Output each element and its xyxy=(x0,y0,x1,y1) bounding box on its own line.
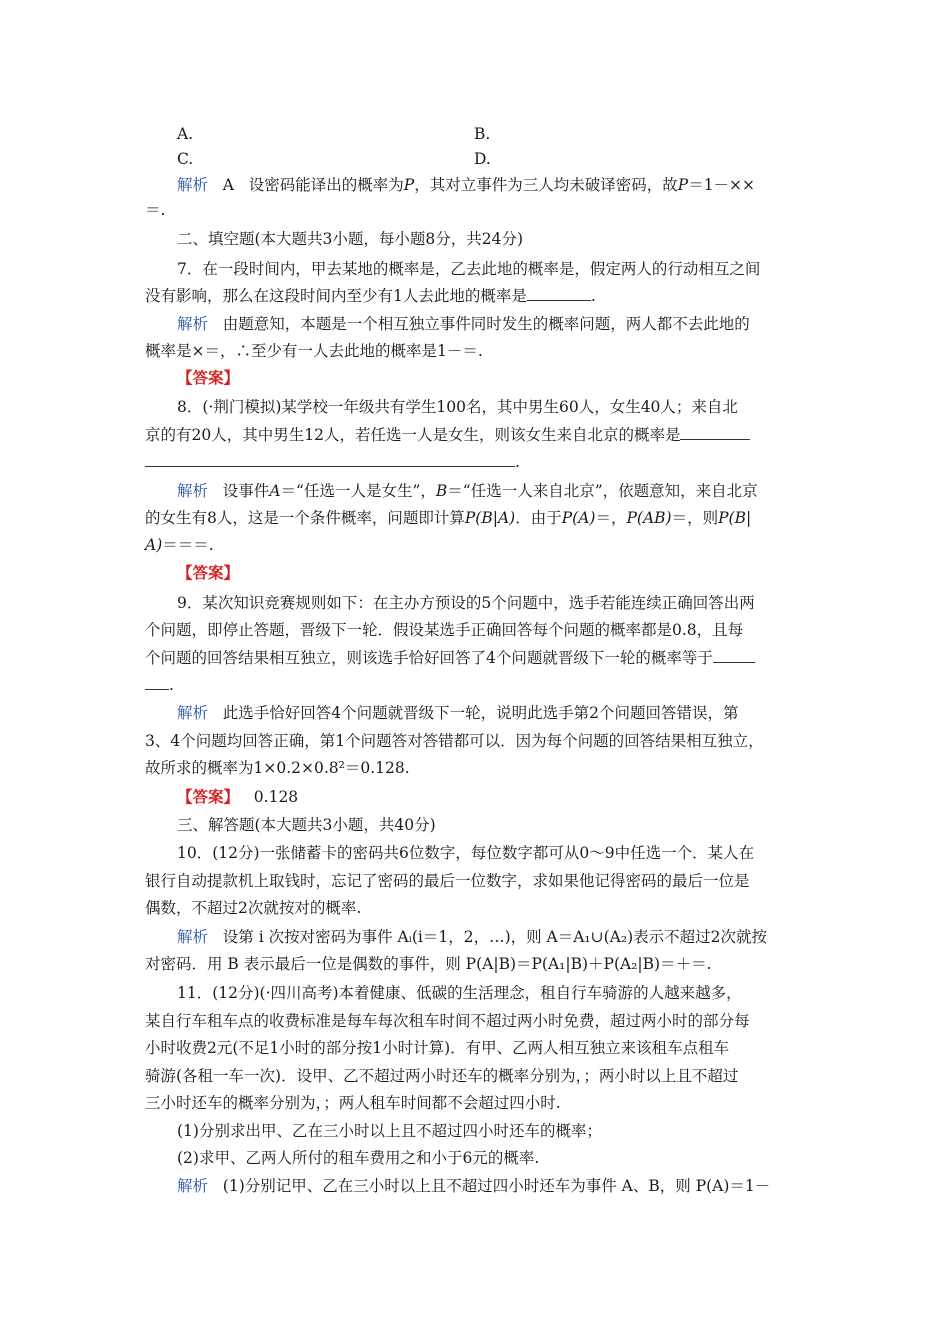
q7-analysis-line1 xyxy=(177,313,750,335)
math-expr: P(B| xyxy=(718,509,752,527)
q7-line2 xyxy=(145,285,596,307)
answer-blank xyxy=(713,648,755,663)
q11-sub1: (1)分别求出甲、乙在三小时以上且不超过四小时还车的概率； xyxy=(177,1122,602,1140)
question-text: . xyxy=(515,453,520,471)
q6-analysis-line1 xyxy=(177,174,755,196)
q11-line3: 小时收费2元(不足1小时的部分按1小时计算)．有甲、乙两人相互独立来该租车点租车 xyxy=(145,1039,730,1057)
q7-answer-label: 【答案】 xyxy=(177,368,240,387)
q9-line3 xyxy=(145,647,755,669)
option-b: B. xyxy=(474,125,491,143)
math-expr: A) xyxy=(145,536,163,554)
question-text: 个问题的回答结果相互独立，则该选手恰好回答了4个问题就晋级下一轮的概率等于 xyxy=(145,649,713,667)
q11-line5: 三小时还车的概率分别为，；两人租车时间都不会超过四小时. xyxy=(145,1094,561,1112)
q9-analysis-line2: 3、4个问题均回答正确，第1个问题答对答错都可以．因为每个问题的回答结果相互独立， xyxy=(145,732,764,750)
q10-analysis-line1 xyxy=(177,926,767,948)
analysis-text: ＝1－×× xyxy=(688,176,756,194)
q10-line2: 银行自动提款机上取钱时，忘记了密码的最后一位数字，求如果他记得密码的最后一位是 xyxy=(145,872,750,890)
question-text: 京的有20人，其中男生12人，若任选一人是女生，则该女生来自北京的概率是 xyxy=(145,426,681,444)
analysis-label: 解析 xyxy=(177,176,209,194)
answer-blank xyxy=(527,286,591,301)
answer-blank xyxy=(680,425,750,440)
analysis-text: ＝＝＝. xyxy=(162,536,214,554)
question-text: . xyxy=(590,287,596,305)
q9-analysis-line3: 故所求的概率为1×0.2×0.8²＝0.128. xyxy=(145,759,410,777)
answer-value: 0.128 xyxy=(253,788,299,806)
math-expr: P(A) xyxy=(561,509,596,527)
analysis-label: 解析 xyxy=(177,315,209,333)
analysis-text: ＝， xyxy=(595,509,627,527)
q7-line1: 7．在一段时间内，甲去某地的概率是，乙去此地的概率是，假定两人的行动相互之间 xyxy=(177,260,761,278)
math-var: P xyxy=(677,176,689,194)
analysis-text: ＝，则 xyxy=(671,509,719,527)
analysis-text: 由题意知，本题是一个相互独立事件同时发生的概率问题，两人都不去此地的 xyxy=(222,315,750,333)
question-text: . xyxy=(169,676,174,694)
answer-label: 【答案】 xyxy=(177,787,240,806)
analysis-text: 设事件 xyxy=(222,482,270,500)
analysis-label: 解析 xyxy=(177,704,209,722)
math-var: P xyxy=(403,176,415,194)
answer-letter: A xyxy=(222,176,234,194)
analysis-text: ，其对立事件为三人均未破译密码，故 xyxy=(414,176,678,194)
q8-analysis-line3 xyxy=(145,534,214,556)
question-text: 没有影响，那么在这段时间内至少有1人去此地的概率是 xyxy=(145,287,527,305)
q10-line1: 10．(12分)一张储蓄卡的密码共6位数字，每位数字都可从0～9中任选一个．某人在 xyxy=(177,844,755,862)
section2-title: 二、填空题(本大题共3小题，每小题8分，共24分) xyxy=(177,230,524,248)
q10-analysis-line2: 对密码．用 B 表示最后一位是偶数的事件，则 P(A|B)＝P(A₁|B)＋P(A₂|B)＝＋＝. xyxy=(145,955,712,973)
q11-line2: 某自行车租车点的收费标准是每车每次租车时间不超过两小时免费，超过两小时的部分每 xyxy=(145,1012,750,1030)
q8-answer-label: 【答案】 xyxy=(177,563,240,582)
analysis-text: ．由于 xyxy=(515,509,562,527)
q9-line4 xyxy=(145,674,174,696)
analysis-label: 解析 xyxy=(177,928,209,946)
section3-title: 三、解答题(本大题共3小题，共40分) xyxy=(177,816,436,834)
option-c: C. xyxy=(177,150,194,168)
q6-analysis-line2: ＝. xyxy=(145,201,166,219)
analysis-label: 解析 xyxy=(177,1177,209,1195)
analysis-label: 解析 xyxy=(177,482,209,500)
q9-analysis-line1 xyxy=(177,702,739,724)
q8-line1: 8．(·荆门模拟)某学校一年级共有学生100名，其中男生60人，女生40人；来自北 xyxy=(177,398,738,416)
option-a: A. xyxy=(177,125,194,143)
q11-sub2: (2)求甲、乙两人所付的租车费用之和小于6元的概率. xyxy=(177,1149,540,1167)
math-var: B xyxy=(435,482,448,500)
analysis-text: 此选手恰好回答4个问题就晋级下一轮，说明此选手第2个问题回答错误，第 xyxy=(222,704,739,722)
q11-analysis-line1 xyxy=(177,1175,770,1197)
q8-line2 xyxy=(145,424,750,446)
answer-blank xyxy=(145,452,515,467)
q9-line1: 9．某次知识竞赛规则如下：在主办方预设的5个问题中，选手若能连续正确回答出两 xyxy=(177,594,755,612)
math-expr: P(B|A) xyxy=(464,509,516,527)
q9-line2: 个问题，即停止答题，晋级下一轮．假设某选手正确回答每个问题的概率都是0.8，且每 xyxy=(145,621,744,639)
analysis-text: 设密码能译出的概率为 xyxy=(248,176,404,194)
q11-line4: 骑游(各租一车一次)．设甲、乙不超过两小时还车的概率分别为，；两小时以上且不超过 xyxy=(145,1067,739,1085)
analysis-text: (1)分别记甲、乙在三小时以上且不超过四小时还车为事件 A、B，则 P(A)＝1－ xyxy=(222,1177,771,1195)
q10-line3: 偶数，不超过2次就按对的概率. xyxy=(145,899,362,917)
option-d: D. xyxy=(474,150,491,168)
q8-analysis-line2 xyxy=(145,507,751,529)
analysis-text: 设第 i 次按对密码为事件 Aᵢ(i＝1，2，…)，则 A＝A₁∪(A₂)表示不超过2次就按 xyxy=(222,928,768,946)
analysis-text: 的女生有8人，这是一个条件概率，问题即计算 xyxy=(145,509,465,527)
q7-analysis-line2: 概率是×＝，∴至少有一人去此地的概率是1－＝. xyxy=(145,342,483,360)
analysis-text: ＝“任选一人是女生”， xyxy=(280,482,436,500)
answer-blank xyxy=(145,675,169,690)
q8-line3 xyxy=(145,451,520,473)
math-var: A xyxy=(269,482,281,500)
math-expr: P(AB) xyxy=(626,509,672,527)
q8-analysis-line1 xyxy=(177,480,758,502)
q9-answer xyxy=(177,786,298,808)
q11-line1: 11．(12分)(·四川高考)本着健康、低碳的生活理念，租自行车骑游的人越来越多， xyxy=(177,984,742,1002)
analysis-text: ＝“任选一人来自北京”，依题意知，来自北京 xyxy=(447,482,758,500)
